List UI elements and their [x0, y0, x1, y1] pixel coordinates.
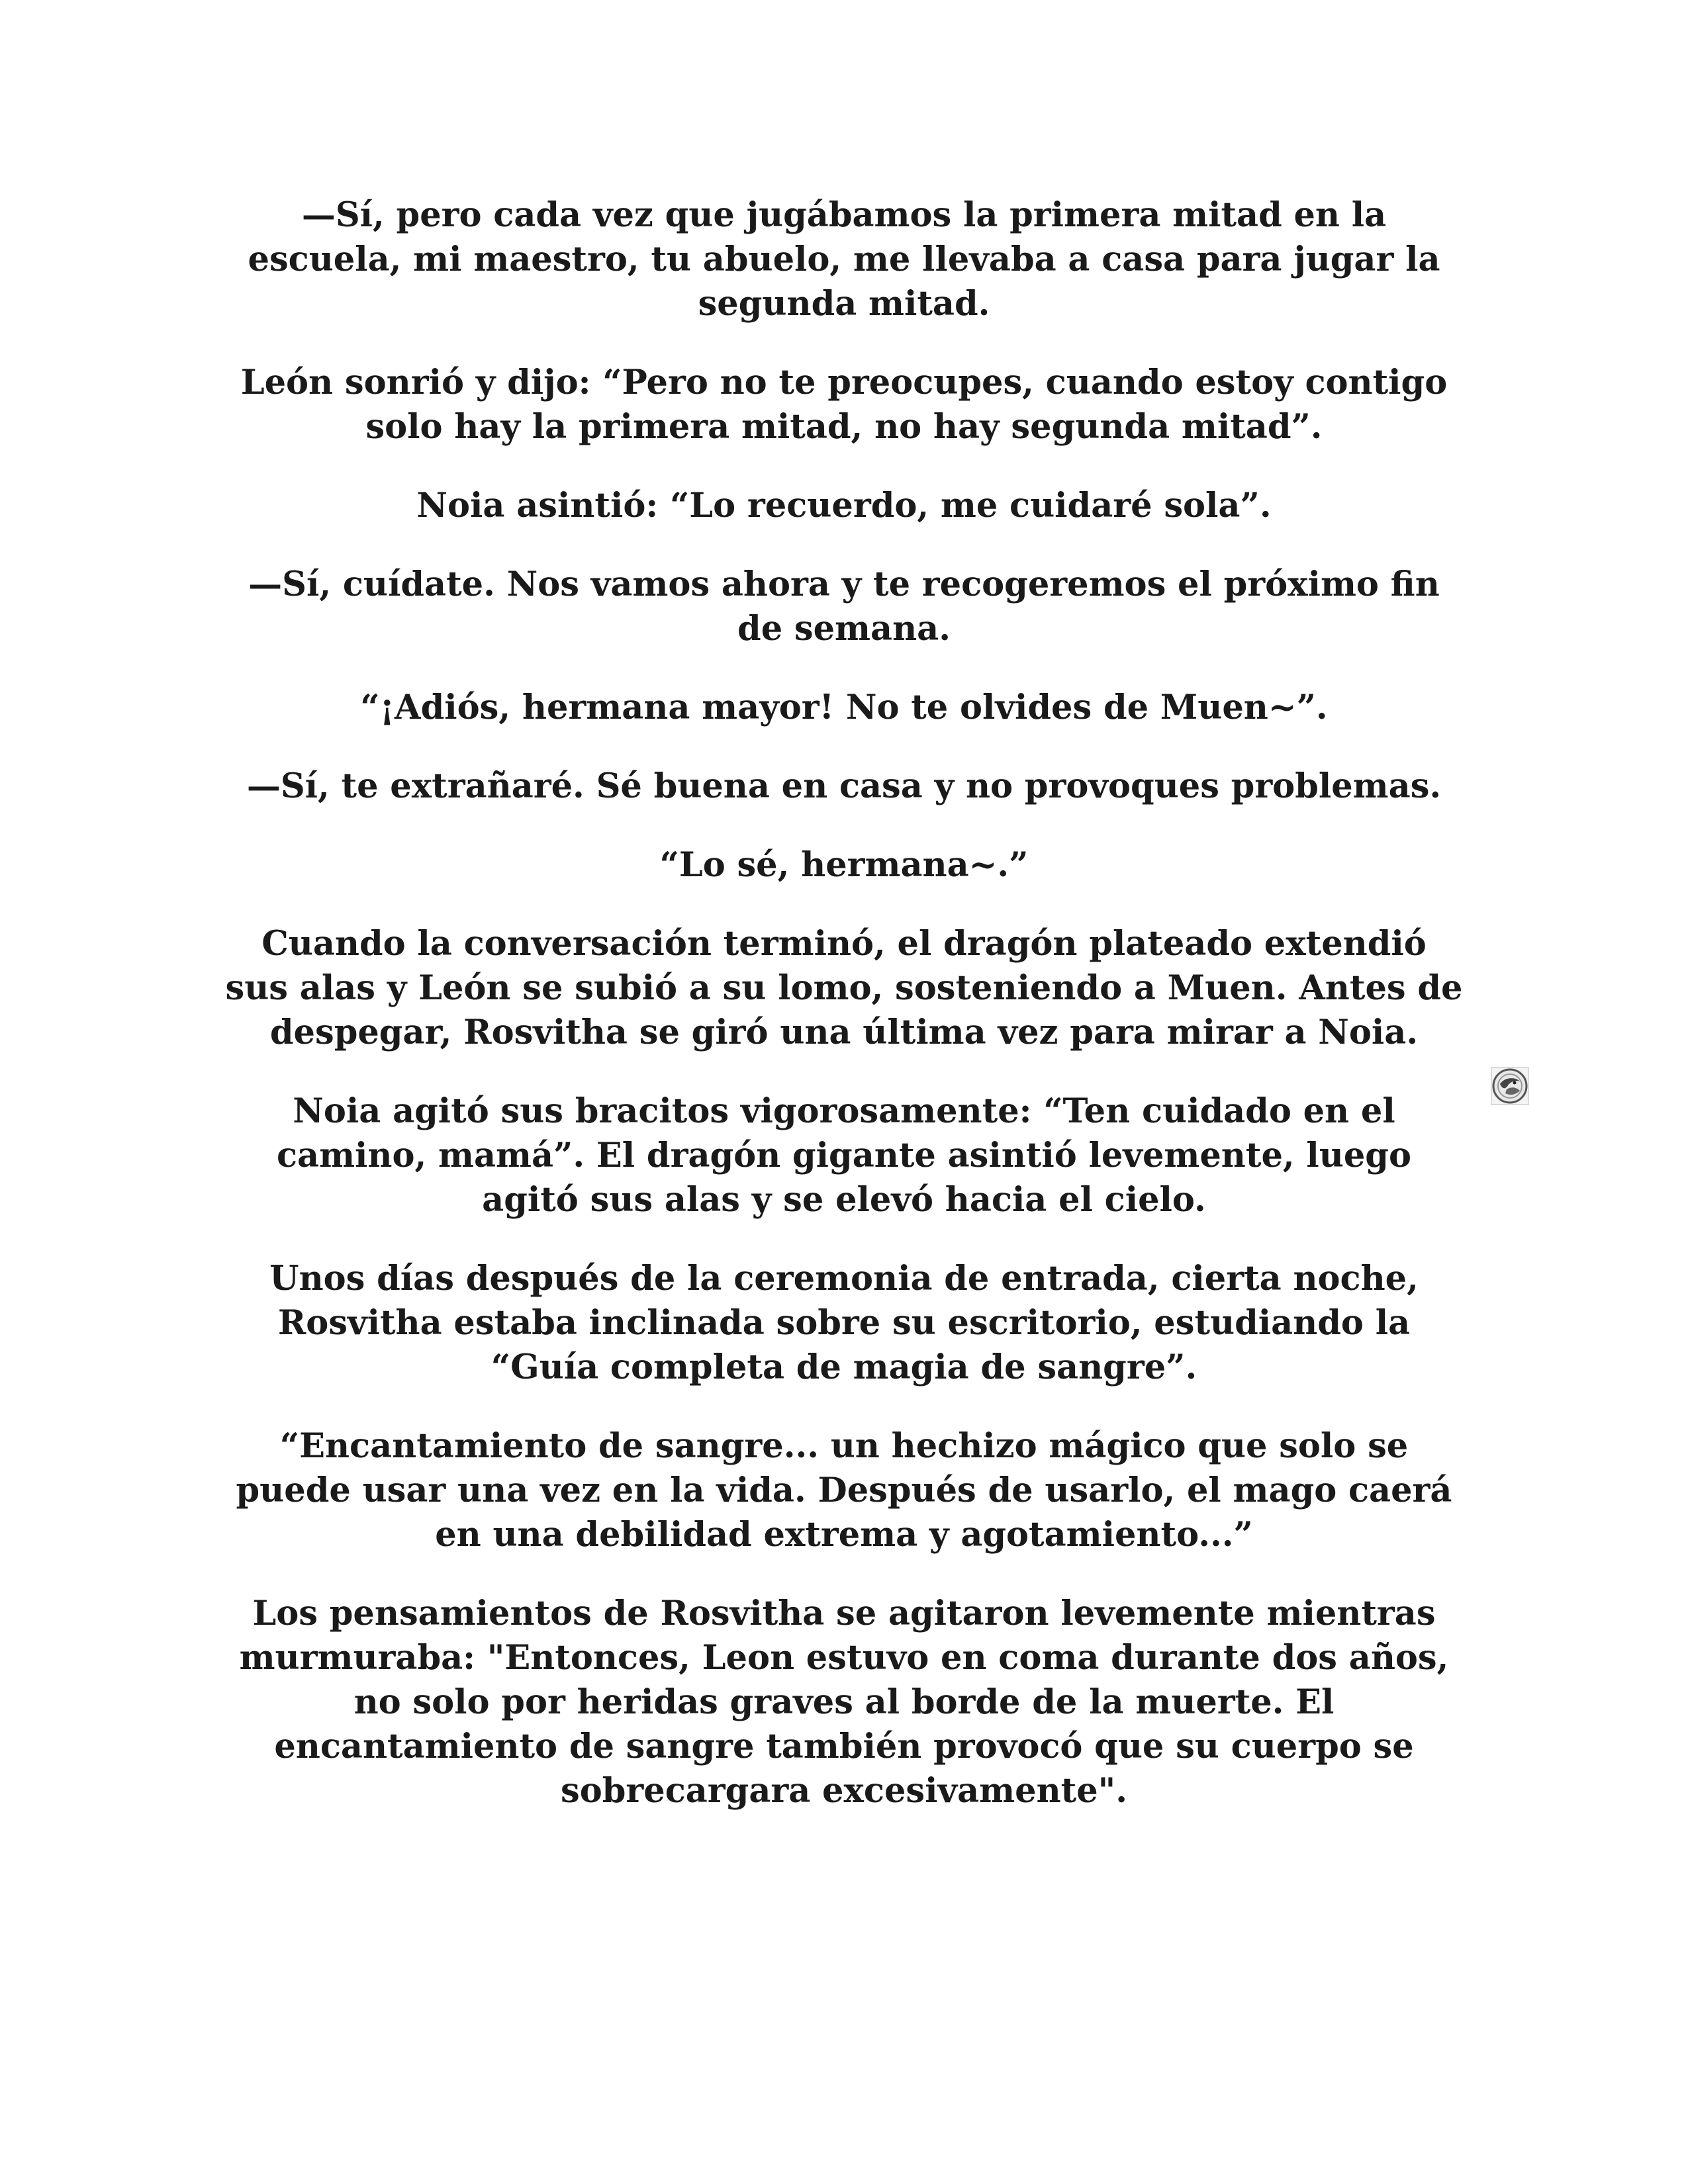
paragraph: Noia agitó sus bracitos vigorosamente: “Ten cuidado en el camino, mamá”. El dragón gigante asintió levemente, luego agitó sus alas y se elevó hacia el cielo.: [277, 1091, 1411, 1220]
document-body: [225, 193, 1463, 1813]
paragraph: “Lo sé, hermana~.”: [659, 845, 1029, 885]
paragraph: —Sí, te extrañaré. Sé buena en casa y no provoques problemas.: [246, 766, 1442, 806]
paragraph: Cuando la conversación terminó, el dragón plateado extendió sus alas y León se subió a su lomo, sosteniendo a Muen. Antes de despegar, Rosvitha se giró una última vez para mirar a Noia.: [225, 924, 1463, 1052]
paragraph: —Sí, pero cada vez que jugábamos la primera mitad en la escuela, mi maestro, tu abuelo, me llevaba a casa para jugar la segunda mitad.: [248, 195, 1440, 324]
paragraph: Los pensamientos de Rosvitha se agitaron levemente mientras murmuraba: "Entonces, Leon estuvo en coma durante dos años, no solo por heridas graves al borde de la muerte. El encantamiento de sangre también provocó que su cuerpo se sobrecargara excesivamente".: [239, 1594, 1449, 1811]
paragraph: “Encantamiento de sangre... un hechizo mágico que solo se puede usar una vez en la vida. Después de usarlo, el mago caerá en una debilidad extrema y agotamiento...”: [236, 1426, 1452, 1555]
paragraph: Noia asintió: “Lo recuerdo, me cuidaré sola”.: [416, 486, 1272, 525]
emblem-icon: [1491, 1067, 1529, 1105]
paragraph: —Sí, cuídate. Nos vamos ahora y te recogeremos el próximo fin de semana.: [248, 565, 1440, 649]
paragraph: León sonrió y dijo: “Pero no te preocupes, cuando estoy contigo solo hay la primera mitad, no hay segunda mitad”.: [240, 363, 1448, 447]
paragraph: “¡Adiós, hermana mayor! No te olvides de Muen~”.: [360, 688, 1328, 727]
paragraph: Unos días después de la ceremonia de entrada, cierta noche, Rosvitha estaba inclinada sobre su escritorio, estudiando la “Guía completa de magia de sangre”.: [269, 1259, 1419, 1387]
